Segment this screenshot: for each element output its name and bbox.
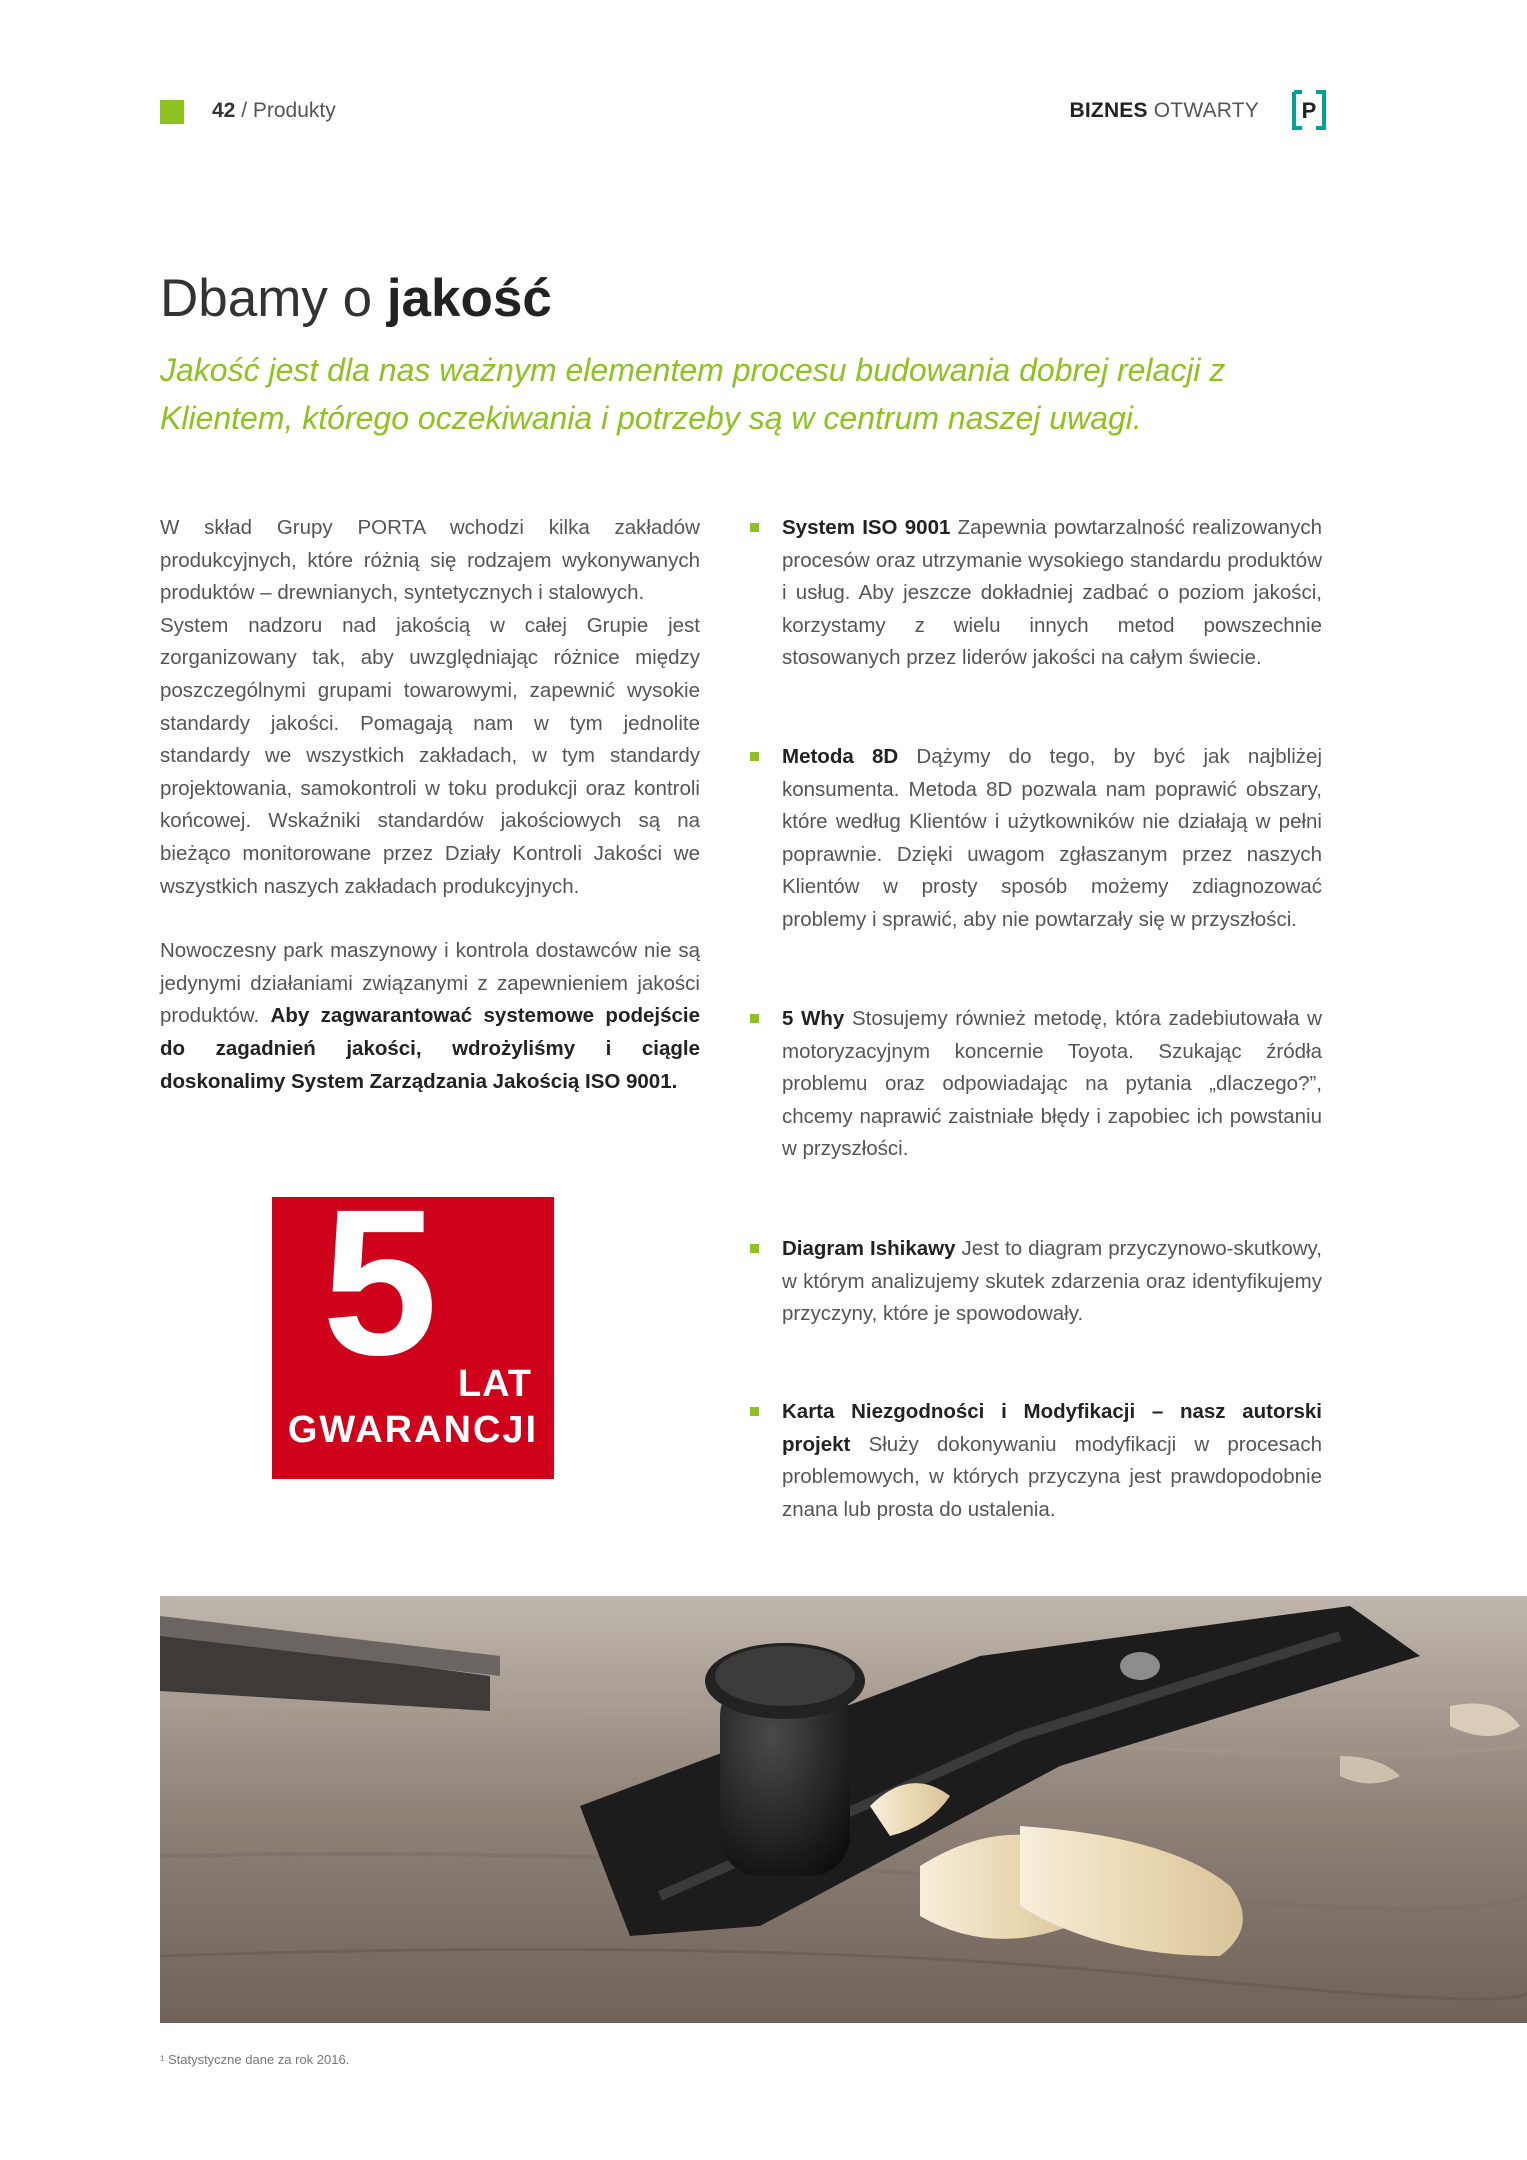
method-item-iso-9001 [782, 512, 1322, 675]
method-text: Zapewnia powtarzalność realizowanych procesów oraz utrzymanie wysokiego standardu produktów i usług. Aby jeszcze dokładniej zadbać o poziom jakości, korzystamy z wielu innych metod powszechnie stosowanych przez liderów jakości na całym świecie. [782, 516, 1322, 670]
lead-paragraph: Jakość jest dla nas ważnym elementem procesu budowania dobrej relacji z Klientem, którego oczekiwania i potrzeby są w centrum naszej uwagi. [160, 352, 1226, 436]
page-title [160, 268, 552, 329]
page-reference [212, 99, 336, 123]
iso-paragraph-bold: Aby zagwarantować systemowe podejście do zagadnień jakości, wdrożyliśmy i ciągle doskonalimy System Zarządzania Jakością ISO 9001. [160, 1004, 700, 1093]
footnote: ¹ Statystyczne dane za rok 2016. [160, 2052, 350, 2067]
bullet-icon [750, 1014, 759, 1023]
method-label: Metoda 8D [782, 745, 899, 768]
title-light: Dbamy o [160, 269, 387, 328]
method-label: Diagram Ishikawy [782, 1237, 956, 1260]
method-label: Karta Niezgodności i Modyfikacji – nasz autorski projekt [782, 1400, 1322, 1456]
logo-letter: P [1301, 98, 1317, 123]
method-text: Dążymy do tego, by być jak najbliżej konsumenta. Metoda 8D pozwala nam poprawić obszary, które według Klientów i użytkowników nie działają w pełni poprawnie. Dzięki uwagom zgłaszanym przez naszych Klientów w prosty sposób możemy zdiagnozować problemy i sprawić, aby nie powtarzały się w przyszłości. [782, 745, 1322, 931]
supervision-paragraph: System nadzoru nad jakością w całej Grupie jest zorganizowany tak, aby uwzględniając różnice między poszczególnymi grupami towarowymi, zapewnić wysokie standardy jakości. Pomagają nam w tym jednolite standardy we wszystkich zakładach, w tym standardy projektowania, samokontroli w toku produkcji oraz kontroli końcowej. Wskaźniki standardów jakościowych są na bieżąco monitorowane przez Działy Kontroli Jakości we wszystkich naszych zakładach produkcyjnych. [160, 613, 700, 898]
method-text: Jest to diagram przyczynowo-skutkowy, w którym analizujemy skutek zdarzenia oraz identyfikujemy przyczyny, które je spowodowały. [782, 1237, 1322, 1326]
publication-brand [1070, 99, 1259, 123]
bullet-icon [750, 1244, 759, 1253]
page-number: 42 [212, 99, 236, 122]
bullet-icon [750, 523, 759, 532]
section-marker [160, 100, 184, 124]
brand-bold: BIZNES [1069, 99, 1148, 122]
bullet-icon [750, 752, 759, 761]
method-item-karta [782, 1396, 1322, 1526]
warranty-label: GWARANCJI [287, 1409, 539, 1451]
porta-logo-icon [1292, 90, 1326, 130]
warranty-number: 5 [322, 1197, 438, 1399]
method-item-ishikawa [782, 1233, 1322, 1331]
section-name: / Produkty [235, 99, 336, 122]
left-column [160, 512, 700, 1098]
iso-paragraph-text: Nowoczesny park maszynowy i kontrola dostawców nie są jedynymi działaniami związanymi z zapewnieniem jakości produktów. [160, 939, 700, 1028]
method-label: 5 Why [782, 1007, 845, 1030]
intro-paragraph: W skład Grupy PORTA wchodzi kilka zakładów produkcyjnych, które różnią się rodzajem wykonywanych produktów – drewnianych, syntetycznych i stalowych. [160, 516, 700, 605]
iso-paragraph [160, 935, 700, 1098]
method-text: Służy dokonywaniu modyfikacji w procesach problemowych, w których przyczyna jest prawdopodobnie znana lub prosta do ustalenia. [782, 1432, 1322, 1521]
title-bold: jakość [386, 269, 552, 328]
brand-light: OTWARTY [1147, 99, 1259, 122]
method-item-8d [782, 741, 1322, 937]
warranty-unit: LAT [457, 1363, 532, 1405]
hand-plane-photo [160, 1596, 1527, 2023]
method-text: Stosujemy również metodę, która zadebiutowała w motoryzacyjnym koncernie Toyota. Szukając źródła problemu oraz odpowiadając na pytania „dlaczego?”, chcemy naprawić zaistniałe błędy i zapobiec ich powstaniu w przyszłości. [782, 1007, 1322, 1161]
bullet-icon [750, 1407, 759, 1416]
method-label: System ISO 9001 [782, 516, 951, 539]
warranty-badge [272, 1197, 554, 1479]
method-item-5-why [782, 1003, 1322, 1166]
